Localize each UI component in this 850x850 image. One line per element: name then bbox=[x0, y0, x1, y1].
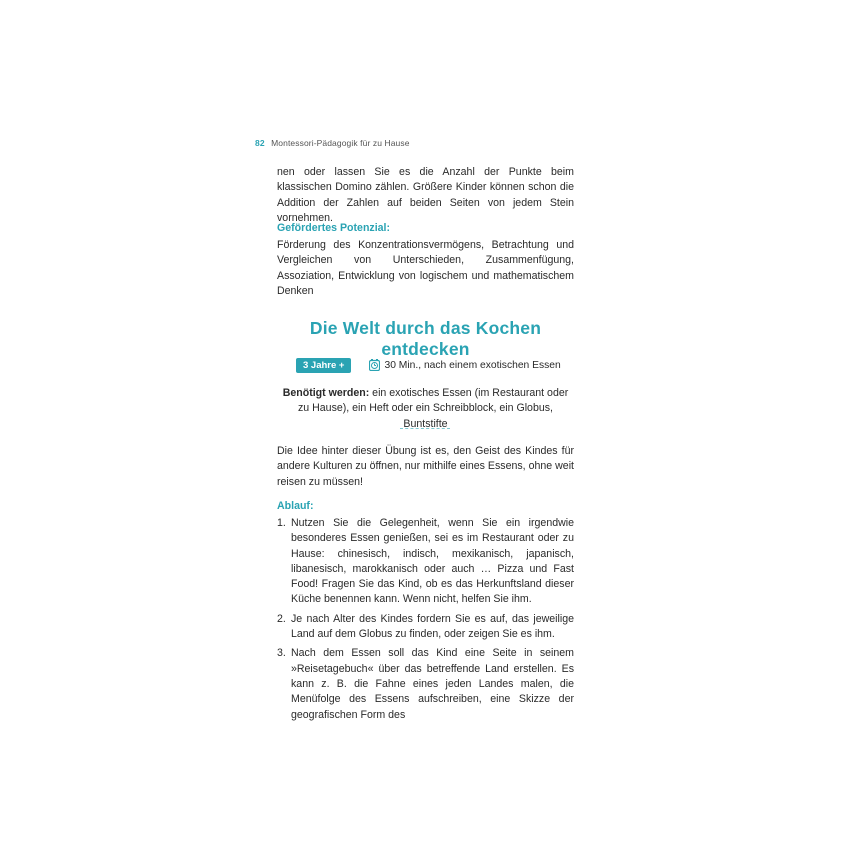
clock-icon bbox=[369, 359, 380, 371]
intro-paragraph: nen oder lassen Sie es die Anzahl der Punkte beim klassischen Domino zählen. Größere Kinder können schon die Addition der Zahlen auf beiden Seiten von jedem Stein vornehmen. bbox=[277, 166, 574, 224]
activity-title: Die Welt durch das Kochen entdecken bbox=[309, 318, 542, 359]
potential-text: Förderung des Konzentrationsvermögens, Betrachtung und Vergleichen von Unterschieden, Zusammenfügung, Assoziation, Entwicklung von logischem und mathematischem Denken bbox=[277, 239, 574, 297]
step-text: Nutzen Sie die Gelegenheit, wenn Sie ein irgendwie besonderes Essen genießen, sei es im Restaurant oder zu Hause: chinesisch, indisch, mexikanisch, japanisch, libanesisch, marokkanisch oder auch … Pizza und Fast Food! Fragen Sie das Kind, ob es das Herkunftsland dieser Küche benennen kann. Wenn nicht, helfen Sie ihm. bbox=[291, 517, 574, 606]
step-number: 1. bbox=[277, 517, 286, 529]
list-item bbox=[277, 612, 574, 643]
idea-paragraph: Die Idee hinter dieser Übung ist es, den Geist des Kindes für andere Kulturen zu öffnen, nur mithilfe eines Essens, ohne weit reisen zu müssen! bbox=[277, 445, 574, 488]
materials-needed bbox=[277, 386, 574, 432]
age-badge: 3 Jahre + bbox=[296, 358, 351, 373]
list-item bbox=[277, 646, 574, 722]
step-text: Nach dem Essen soll das Kind eine Seite in seinem »Reisetagebuch« über das betreffende Land erstellen. Es kann z. B. die Fahne eines jeden Landes malen, die Menüfolge des Essens aufschreiben, eine Skizze der geografischen Form des bbox=[291, 647, 574, 721]
activity-meta bbox=[296, 357, 561, 373]
page-number: 82 bbox=[255, 138, 265, 148]
list-item bbox=[277, 516, 574, 608]
step-number: 3. bbox=[277, 647, 286, 660]
steps-list bbox=[277, 516, 574, 727]
running-title: Montessori-Pädagogik für zu Hause bbox=[271, 138, 410, 148]
materials-label: Benötigt werden: bbox=[282, 387, 370, 399]
potential-heading: Gefördertes Potenzial: bbox=[277, 222, 391, 234]
section-divider bbox=[400, 428, 450, 429]
running-head bbox=[255, 138, 410, 148]
step-text: Je nach Alter des Kindes fordern Sie es auf, das jeweilige Land auf dem Globus zu finden, oder zeigen Sie es ihm. bbox=[291, 612, 574, 641]
duration-text: 30 Min., nach einem exotischen Essen bbox=[384, 359, 561, 371]
steps-heading: Ablauf: bbox=[277, 500, 314, 512]
materials-text: ein exotisches Essen (im Restaurant oder zu Hause), ein Heft oder ein Schreibblock, ein Globus, Buntstifte bbox=[298, 387, 569, 430]
step-number: 2. bbox=[277, 612, 286, 625]
